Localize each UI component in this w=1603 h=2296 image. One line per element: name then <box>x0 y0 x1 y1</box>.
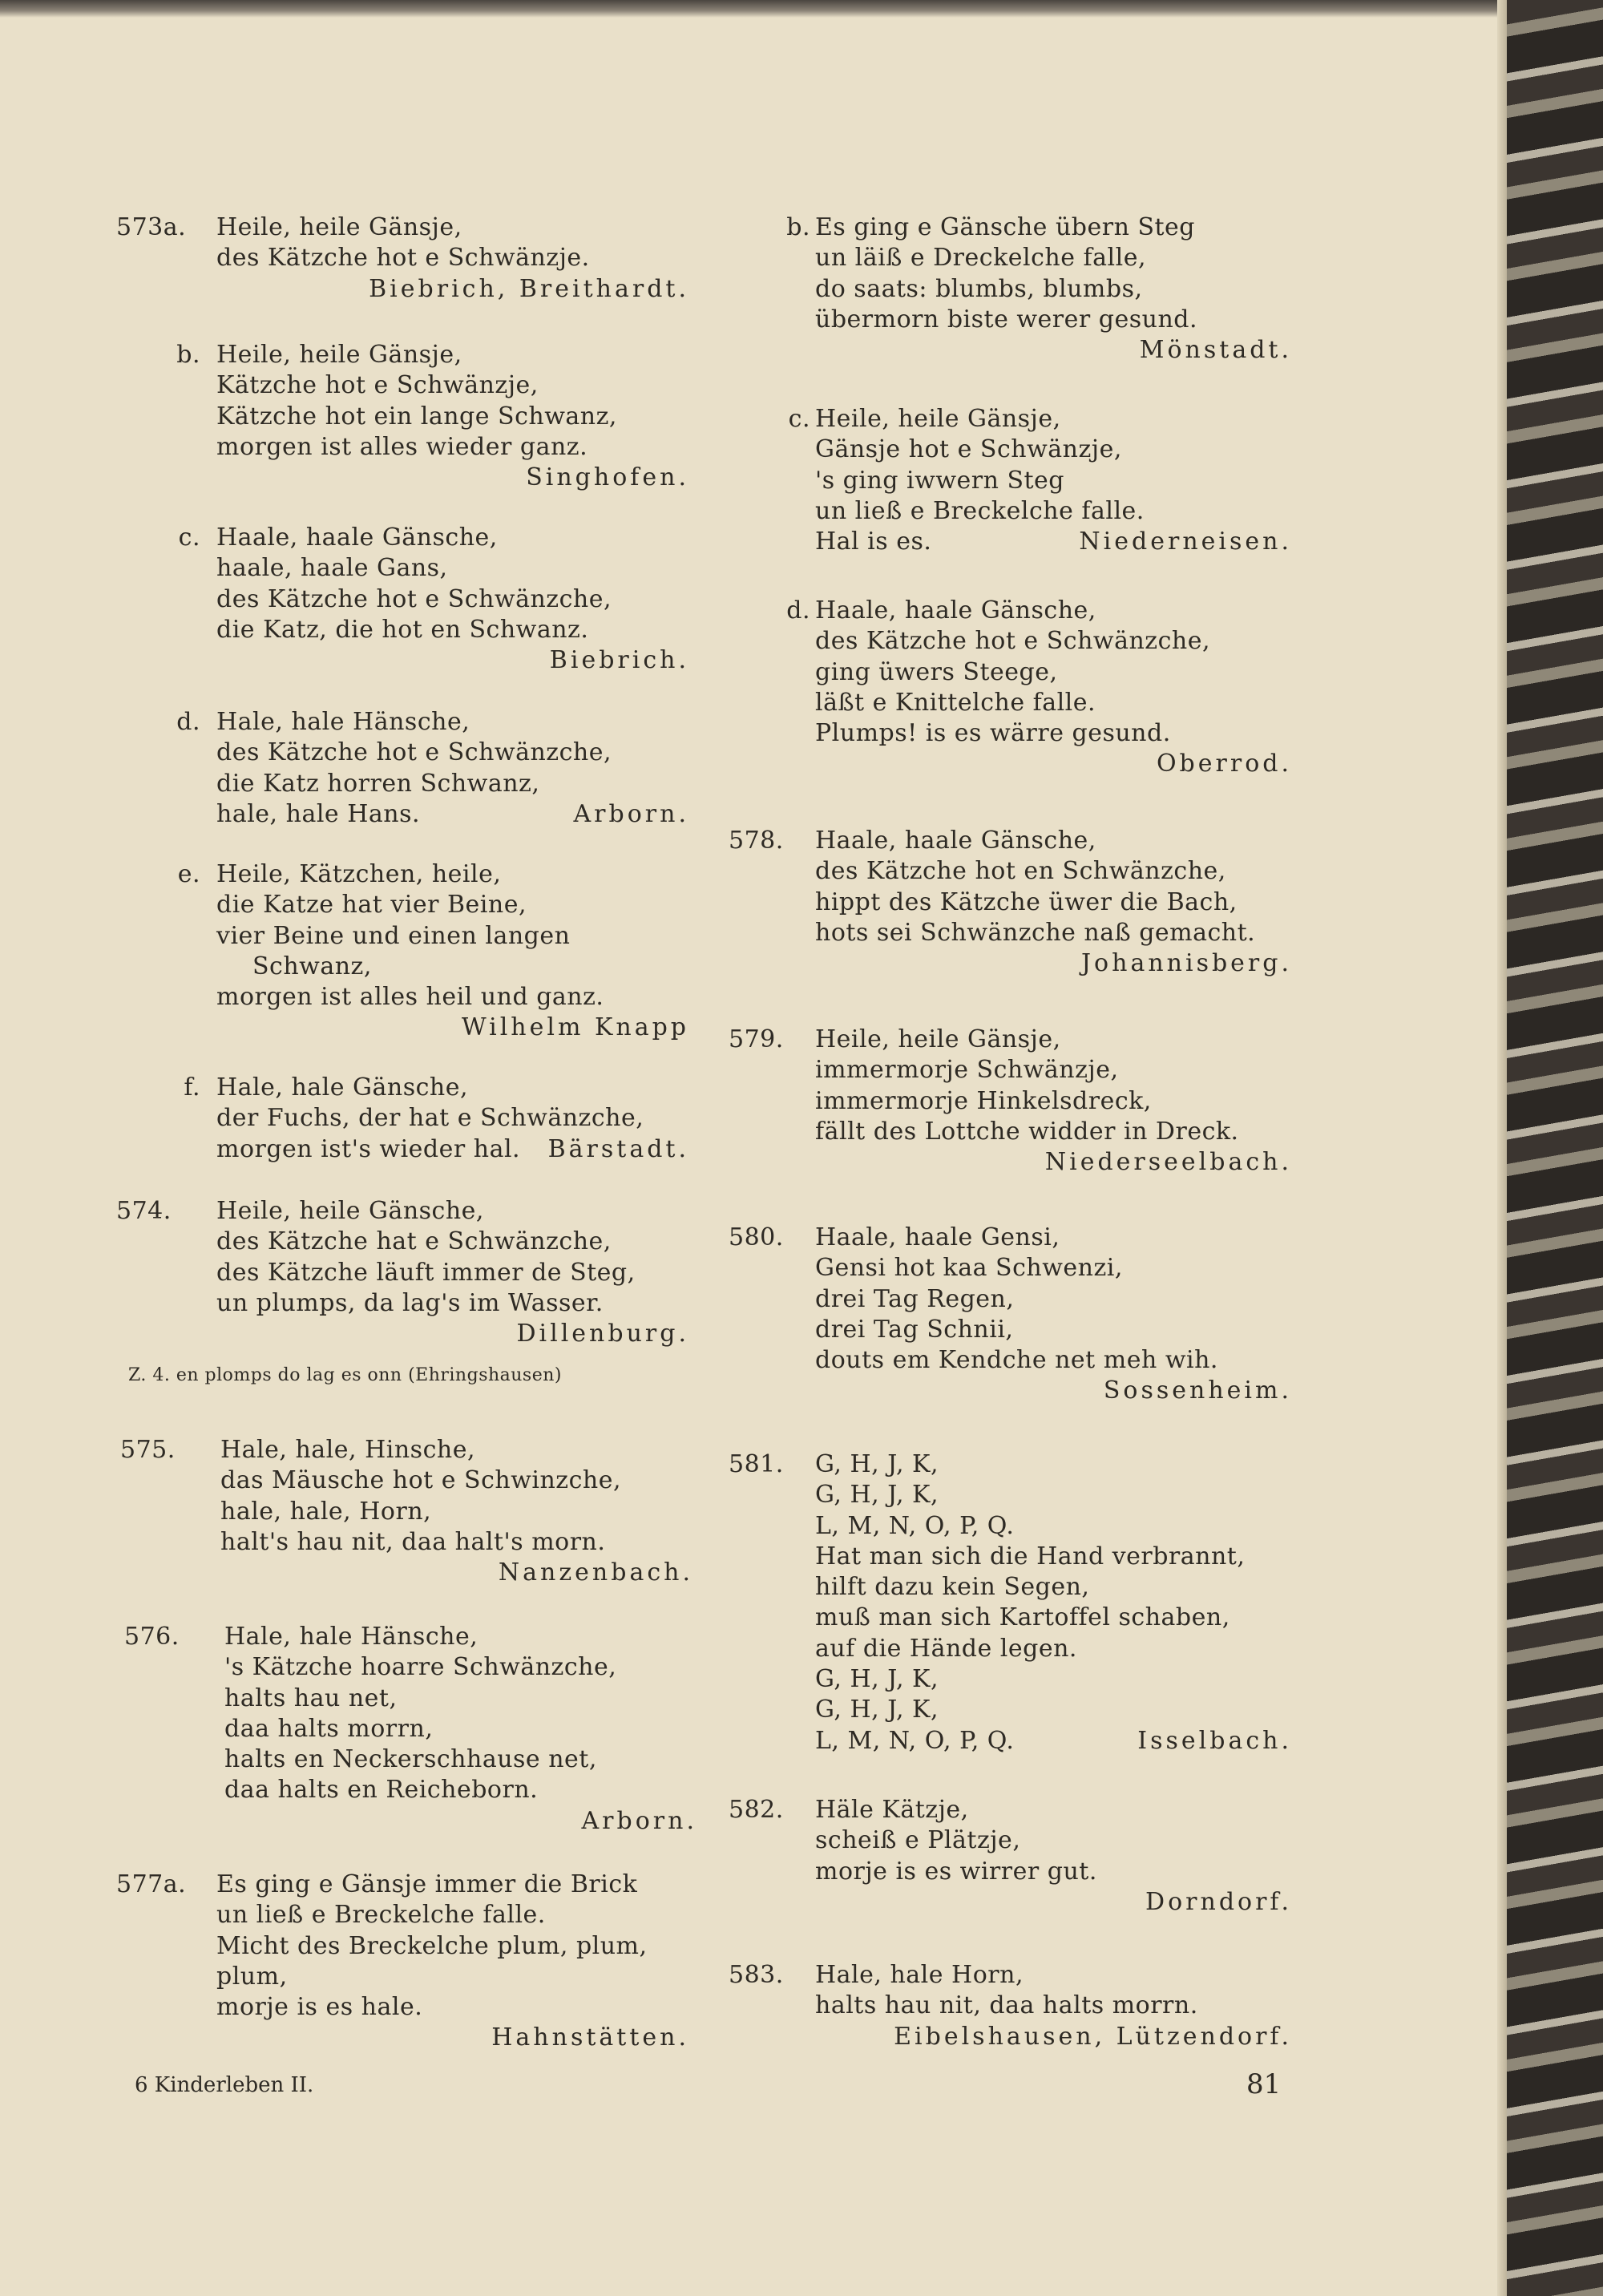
verse-line <box>224 1652 697 1683</box>
verse-line <box>220 1497 693 1527</box>
verse-line <box>216 738 689 768</box>
verse-text: die Katz horren Schwanz, <box>216 769 540 798</box>
verse-line <box>815 1284 1292 1315</box>
verse-text: Gänsje hot e Schwänzje, <box>815 435 1122 464</box>
verse-line <box>220 1435 693 1465</box>
verse-text: morgen ist alles heil und ganz. <box>216 983 604 1012</box>
verse-line <box>216 402 689 432</box>
verse-text: vier Beine und einen langen <box>216 921 571 950</box>
verse-text: Haale, haale Gänsche, <box>815 827 1096 855</box>
verse-line <box>216 615 689 645</box>
verse-line <box>220 1465 693 1496</box>
verse-text: muß man sich Kartoffel schaben, <box>815 1603 1230 1632</box>
rhyme-entry <box>729 1795 1292 1918</box>
entry-number: 581. <box>729 1450 784 1478</box>
verse-line <box>216 1196 689 1227</box>
entry-number: 582. <box>729 1796 784 1824</box>
verse-text: des Kätzche hot e Schwänzche, <box>216 738 612 767</box>
place-name: Hahnstätten. <box>491 2023 689 2052</box>
verse-line <box>815 657 1292 688</box>
verse-text: hale, hale, Horn, <box>220 1497 432 1526</box>
rhyme-entry <box>184 1073 689 1165</box>
verse-line <box>815 1253 1292 1283</box>
verse-text: Kätzche hot ein lange Schwanz, <box>216 402 617 430</box>
place-name: Bärstadt. <box>547 1134 689 1163</box>
verse-line <box>216 584 689 615</box>
verse-line <box>815 527 1292 557</box>
verse-line <box>815 1795 1292 1825</box>
verse-line <box>815 1825 1292 1856</box>
verse-line <box>216 1992 689 2023</box>
verse-line <box>216 1931 689 1962</box>
place-name: Biebrich, Breithardt. <box>369 274 689 303</box>
verse-line <box>216 1288 689 1319</box>
verse-text: übermorn biste werer gesund. <box>815 305 1198 333</box>
verse-line <box>815 1055 1292 1085</box>
verse-text: Heile, Kätzchen, heile, <box>216 860 502 888</box>
verse-text: Kätzche hot e Schwänzje, <box>216 371 539 400</box>
verse-text: hippt des Kätzche üwer die Bach, <box>815 887 1238 916</box>
verse-line <box>224 1622 697 1652</box>
verse-text: un plumps, da lag's im Wasser. <box>216 1288 604 1317</box>
verse-text: G, H, J, K, <box>815 1696 939 1724</box>
verse-line <box>815 404 1292 435</box>
place-name: Mönstadt. <box>1139 336 1292 365</box>
rhyme-entry <box>729 1025 1292 1178</box>
entry-number: 576. <box>124 1623 180 1651</box>
verse-text: morje is es wirrer gut. <box>815 1857 1097 1886</box>
rhyme-entry <box>729 1223 1292 1407</box>
rhyme-entry <box>729 826 1292 979</box>
verse-text: halts hau nit, daa halts morrn. <box>815 1991 1198 2020</box>
verse-text: un läiß e Dreckelche falle, <box>815 244 1146 273</box>
entry-number: 574. <box>116 1197 172 1225</box>
verse-line <box>815 826 1292 856</box>
verse-line <box>815 1664 1292 1695</box>
verse-line <box>216 553 689 584</box>
rhyme-entry <box>120 1435 693 1588</box>
verse-text: Es ging e Gänsje immer die Brick <box>216 1870 638 1898</box>
entry-number: 575. <box>120 1436 176 1464</box>
verse-text: immermorje Schwänzje, <box>815 1056 1119 1085</box>
verse-line <box>815 1086 1292 1117</box>
verse-text: die Katze hat vier Beine, <box>216 891 527 920</box>
verse-line <box>815 718 1292 749</box>
place-name: Niederseelbach. <box>1044 1148 1292 1177</box>
entry-number: 573a. <box>116 213 187 241</box>
verse-line <box>216 1134 689 1165</box>
entry-number: 583. <box>729 1961 784 1989</box>
entry-number: 577a. <box>116 1870 187 1898</box>
verse-text: des Kätzche läuft immer de Steg, <box>216 1258 636 1287</box>
rhyme-entry <box>116 1196 689 1349</box>
rhyme-entry <box>177 859 689 1044</box>
verse-line <box>216 340 689 370</box>
verse-line <box>815 856 1292 887</box>
verse-text: L, M, N, O, P, Q. <box>815 1511 1015 1540</box>
verse-line <box>815 435 1292 465</box>
printer-signature: 6 Kinderleben II. <box>135 2073 314 2097</box>
place-name: Dillenburg. <box>516 1320 689 1348</box>
verse-text: des Kätzche hot en Schwänzche, <box>815 857 1226 886</box>
verse-line <box>815 918 1292 948</box>
verse-line <box>216 1103 689 1134</box>
rhyme-entry <box>176 707 689 830</box>
rhyme-entry <box>729 1960 1292 2052</box>
verse-text: daa halts morrn, <box>224 1714 434 1743</box>
variant-note: Z. 4. en plomps do lag es onn (Ehringshausen) <box>128 1365 562 1385</box>
verse-text: drei Tag Schnii, <box>815 1315 1014 1344</box>
verse-line <box>216 212 689 243</box>
place-name: Eibelshausen, Lützendorf. <box>894 2022 1292 2051</box>
verse-line <box>815 1634 1292 1664</box>
place-name: Singhofen. <box>526 463 689 492</box>
verse-text: haale, haale Gans, <box>216 554 448 583</box>
verse-line <box>815 1960 1292 1991</box>
rhyme-entry <box>729 1449 1292 1756</box>
verse-line <box>216 370 689 401</box>
verse-text: das Mäusche hot e Schwinzche, <box>220 1466 622 1495</box>
place-name: Dorndorf. <box>1145 1887 1292 1916</box>
verse-line <box>216 523 689 553</box>
verse-text: die Katz, die hot en Schwanz. <box>216 615 589 644</box>
verse-line <box>224 1684 697 1714</box>
verse-line <box>815 212 1292 243</box>
verse-text: un ließ e Breckelche falle. <box>216 1901 546 1930</box>
verse-text: scheiß e Plätzje, <box>815 1826 1021 1855</box>
verse-text: Schwanz, <box>252 952 372 980</box>
entry-number: 579. <box>729 1025 784 1053</box>
verse-text: läßt e Knittelche falle. <box>815 688 1096 717</box>
verse-text: Hat man sich die Hand verbrannt, <box>815 1542 1246 1570</box>
verse-text: un ließ e Breckelche falle. <box>815 496 1145 525</box>
rhyme-entry <box>788 404 1292 557</box>
place-name: Arborn. <box>573 799 689 828</box>
verse-text: des Kätzche hot e Schwänzche, <box>216 584 612 613</box>
entry-number: d. <box>786 596 810 625</box>
verse-line <box>815 1542 1292 1572</box>
verse-text: L, M, N, O, P, Q. <box>815 1726 1015 1755</box>
verse-text: plum, <box>216 1962 288 1991</box>
entry-number: b. <box>786 213 810 241</box>
verse-line <box>815 1511 1292 1542</box>
verse-line <box>815 1223 1292 1253</box>
entry-number: 580. <box>729 1223 784 1251</box>
verse-text: hale, hale Hans. <box>216 799 421 828</box>
verse-text: drei Tag Regen, <box>815 1284 1015 1313</box>
book-cover-edge <box>1507 0 1603 2296</box>
entry-number: e. <box>177 860 200 888</box>
entry-number: f. <box>184 1073 200 1102</box>
verse-line <box>224 1744 697 1775</box>
verse-line <box>815 1991 1292 2021</box>
entry-number: c. <box>788 405 810 433</box>
rhyme-entry <box>786 212 1292 366</box>
verse-text: immermorje Hinkelsdreck, <box>815 1086 1152 1115</box>
verse-line <box>815 1726 1292 1756</box>
verse-text: halts en Neckerschhause net, <box>224 1745 597 1774</box>
verse-text: hots sei Schwänzche naß gemacht. <box>815 918 1256 947</box>
verse-line <box>216 769 689 799</box>
verse-line <box>216 243 689 273</box>
verse-line <box>216 952 689 982</box>
verse-line <box>216 1073 689 1103</box>
verse-line <box>815 496 1292 527</box>
verse-text: fällt des Lottche widder in Dreck. <box>815 1117 1239 1146</box>
verse-text: Hal is es. <box>815 528 932 556</box>
place-name: Sossenheim. <box>1103 1376 1292 1405</box>
verse-text: Heile, heile Gänsje, <box>216 213 462 241</box>
verse-line <box>216 1258 689 1288</box>
verse-text: halts hau net, <box>224 1684 398 1712</box>
verse-text: Hale, hale, Hinsche, <box>220 1436 475 1464</box>
verse-text: Gensi hot kaa Schwenzi, <box>815 1254 1123 1283</box>
verse-line <box>815 1025 1292 1055</box>
verse-line <box>216 432 689 463</box>
entry-number: d. <box>176 708 200 736</box>
verse-line <box>216 1900 689 1930</box>
verse-line <box>815 1345 1292 1376</box>
verse-text: daa halts en Reicheborn. <box>224 1776 539 1805</box>
verse-text: Es ging e Gänsche übern Steg <box>815 213 1196 241</box>
verse-text: halt's hau nit, daa halt's morn. <box>220 1527 606 1556</box>
verse-line <box>216 890 689 920</box>
place-name: Arborn. <box>581 1806 697 1835</box>
verse-line <box>815 305 1292 335</box>
verse-line <box>815 1572 1292 1603</box>
verse-text: morje is es hale. <box>216 1993 423 2022</box>
verse-text: Hale, hale Hänsche, <box>224 1623 478 1651</box>
verse-text: Heile, heile Gänsje, <box>815 405 1061 433</box>
verse-text: Plumps! is es wärre gesund. <box>815 719 1171 748</box>
verse-line <box>815 1480 1292 1510</box>
verse-text: hilft dazu kein Segen, <box>815 1573 1090 1602</box>
verse-line <box>815 1315 1292 1345</box>
verse-text: morgen ist's wieder hal. <box>216 1134 521 1163</box>
verse-line <box>216 707 689 738</box>
verse-text: des Kätzche hot e Schwänzche, <box>815 627 1211 656</box>
place-name: Oberrod. <box>1156 750 1292 778</box>
verse-line <box>216 921 689 952</box>
verse-text: Haale, haale Gänsche, <box>216 523 498 552</box>
verse-text: ging üwers Steege, <box>815 657 1058 686</box>
rhyme-entry <box>124 1622 697 1837</box>
verse-line <box>815 466 1292 496</box>
verse-text: Heile, heile Gänsje, <box>216 341 462 369</box>
verse-line <box>815 1695 1292 1725</box>
verse-line <box>224 1714 697 1744</box>
verse-line <box>815 887 1292 918</box>
verse-text: Hale, hale Horn, <box>815 1961 1024 1989</box>
verse-line <box>216 1870 689 1900</box>
scan-top-edge <box>0 0 1603 18</box>
verse-line <box>224 1775 697 1805</box>
verse-text: der Fuchs, der hat e Schwänzche, <box>216 1104 644 1133</box>
verse-line <box>815 626 1292 657</box>
verse-line <box>815 243 1292 273</box>
place-name: Niederneisen. <box>1079 528 1292 556</box>
verse-text: Hale, hale Hänsche, <box>216 708 470 736</box>
verse-text: des Kätzche hat e Schwänzche, <box>216 1227 612 1256</box>
verse-text: Heile, heile Gänsche, <box>216 1197 484 1225</box>
verse-text: Heile, heile Gänsje, <box>815 1025 1061 1053</box>
verse-text: Häle Kätzje, <box>815 1796 969 1824</box>
verse-line <box>216 1227 689 1257</box>
rhyme-entry <box>116 212 689 305</box>
verse-line <box>216 1962 689 1992</box>
verse-text: 's ging iwwern Steg <box>815 466 1065 495</box>
rhyme-entry <box>116 1870 689 2054</box>
place-name: Wilhelm Knapp <box>461 1013 689 1042</box>
verse-text: do saats: blumbs, blumbs, <box>815 274 1143 303</box>
entry-number: c. <box>178 523 200 552</box>
verse-line <box>815 596 1292 626</box>
verse-text: G, H, J, K, <box>815 1450 939 1478</box>
verse-text: G, H, J, K, <box>815 1481 939 1510</box>
verse-line <box>815 1603 1292 1633</box>
verse-text: Micht des Breckelche plum, plum, <box>216 1931 648 1960</box>
place-name: Isselbach. <box>1137 1726 1292 1755</box>
verse-text: G, H, J, K, <box>815 1665 939 1694</box>
entry-number: b. <box>176 341 200 369</box>
rhyme-entry <box>176 340 689 493</box>
verse-line <box>815 1117 1292 1147</box>
verse-text: douts em Kendche net meh wih. <box>815 1346 1218 1375</box>
rhyme-entry <box>786 596 1292 780</box>
verse-line <box>216 859 689 890</box>
verse-text: Haale, haale Gänsche, <box>815 596 1096 625</box>
verse-line <box>216 799 689 830</box>
verse-text: Haale, haale Gensi, <box>815 1223 1060 1251</box>
verse-line <box>815 274 1292 305</box>
verse-text: des Kätzche hot e Schwänzje. <box>216 244 590 273</box>
verse-text: 's Kätzche hoarre Schwänzche, <box>224 1653 617 1682</box>
place-name: Nanzenbach. <box>498 1558 693 1587</box>
verse-text: auf die Hände legen. <box>815 1634 1077 1663</box>
verse-text: Hale, hale Gänsche, <box>216 1073 469 1102</box>
verse-line <box>815 1857 1292 1887</box>
place-name: Johannisberg. <box>1081 949 1292 978</box>
page-number: 81 <box>1246 2068 1282 2100</box>
entry-number: 578. <box>729 827 784 855</box>
verse-line <box>815 1449 1292 1480</box>
place-name: Biebrich. <box>549 646 689 675</box>
verse-line <box>216 982 689 1013</box>
verse-line <box>815 688 1292 718</box>
verse-line <box>220 1527 693 1558</box>
rhyme-entry <box>178 523 689 676</box>
verse-text: morgen ist alles wieder ganz. <box>216 432 588 461</box>
